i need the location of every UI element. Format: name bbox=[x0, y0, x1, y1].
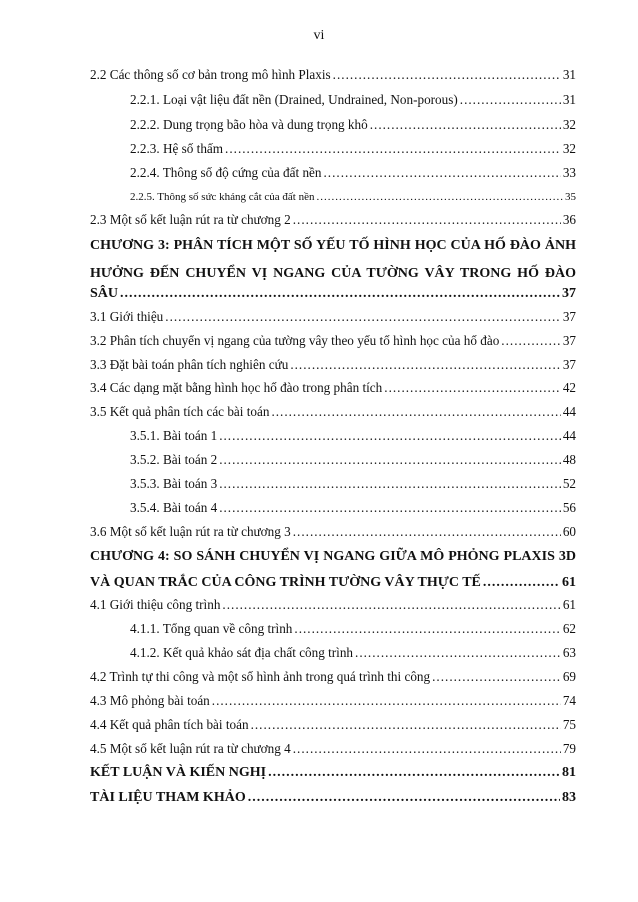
dot-leader bbox=[355, 642, 561, 664]
dot-leader bbox=[219, 449, 561, 471]
toc-entry[interactable] bbox=[130, 497, 576, 519]
dot-leader bbox=[293, 521, 561, 543]
toc-entry-conclusion[interactable] bbox=[90, 762, 576, 784]
toc-entry-title: 3.4 Các dạng mặt bằng hình học hố đào trong phân tích bbox=[90, 380, 383, 395]
toc-entry-page: 83 bbox=[562, 790, 576, 805]
toc-entry[interactable] bbox=[90, 666, 576, 688]
toc-entry[interactable] bbox=[130, 618, 576, 640]
toc-entry-page: 35 bbox=[565, 191, 576, 203]
toc-entry[interactable] bbox=[130, 186, 576, 208]
toc-entry[interactable] bbox=[90, 354, 576, 376]
toc-entry[interactable] bbox=[130, 642, 576, 664]
toc-entry-page: 61 bbox=[562, 597, 576, 612]
toc-entry-title: 2.2.4. Thông số độ cứng của đất nền bbox=[130, 165, 322, 180]
dot-leader bbox=[219, 425, 561, 447]
toc-entry-page: 56 bbox=[562, 500, 576, 515]
toc-entry-title: 3.2 Phân tích chuyển vị ngang của tường vây theo yếu tố hình học của hố đào bbox=[90, 333, 500, 348]
toc-entry[interactable] bbox=[130, 114, 576, 136]
toc-entry-title: 3.5.2. Bài toán 2 bbox=[130, 452, 218, 467]
toc-entry-page: 32 bbox=[562, 141, 576, 156]
toc-entry[interactable] bbox=[90, 64, 576, 86]
dot-leader bbox=[222, 594, 560, 616]
toc-entry[interactable] bbox=[130, 425, 576, 447]
toc-entry-title: 3.5.1. Bài toán 1 bbox=[130, 428, 218, 443]
toc-entry-references[interactable] bbox=[90, 787, 576, 809]
toc-entry-page: 37 bbox=[562, 333, 576, 348]
toc-entry-page: 79 bbox=[562, 741, 576, 756]
dot-leader bbox=[293, 209, 561, 231]
toc-entry-title: 4.1 Giới thiệu công trình bbox=[90, 597, 221, 612]
toc-entry[interactable] bbox=[130, 449, 576, 471]
toc-entry-title: 3.5.4. Bài toán 4 bbox=[130, 500, 218, 515]
toc-entry-page: 31 bbox=[562, 67, 576, 82]
toc-entry-title: 3.3 Đặt bài toán phân tích nghiên cứu bbox=[90, 357, 289, 372]
toc-entry[interactable] bbox=[90, 521, 576, 543]
dot-leader bbox=[219, 497, 561, 519]
toc-entry[interactable] bbox=[90, 714, 576, 736]
toc-entry-title: 3.5.3. Bài toán 3 bbox=[130, 476, 218, 491]
toc-entry-page: 69 bbox=[562, 669, 576, 684]
toc-entry-page: 62 bbox=[562, 621, 576, 636]
dot-leader bbox=[293, 738, 561, 760]
dot-leader bbox=[219, 473, 561, 495]
chapter-3-heading-line-1[interactable]: CHƯƠNG 3: PHÂN TÍCH MỘT SỐ YẾU TỐ HÌNH HỌC CỦA HỐ ĐÀO ẢNH bbox=[90, 238, 576, 253]
toc-entry-title: 4.2 Trình tự thi công và một số hình ảnh trong quá trình thi công bbox=[90, 669, 431, 684]
dot-leader bbox=[483, 572, 560, 594]
toc-entry-title: TÀI LIỆU THAM KHẢO bbox=[90, 790, 246, 805]
dot-leader bbox=[324, 162, 561, 184]
toc-entry[interactable] bbox=[130, 138, 576, 160]
toc-entry-page: 31 bbox=[562, 92, 576, 107]
toc-entry-page: 44 bbox=[562, 428, 576, 443]
toc-entry-page: 81 bbox=[562, 765, 576, 780]
toc-entry-page: 37 bbox=[562, 309, 576, 324]
dot-leader bbox=[225, 138, 561, 160]
dot-leader bbox=[271, 401, 560, 423]
toc-entry-page: 36 bbox=[562, 212, 576, 227]
page-number: vi bbox=[313, 28, 325, 43]
toc-entry[interactable] bbox=[90, 690, 576, 712]
toc-entry[interactable] bbox=[130, 162, 576, 184]
dot-leader bbox=[165, 306, 561, 328]
toc-entry-title: 3.6 Một số kết luận rút ra từ chương 3 bbox=[90, 524, 291, 539]
dot-leader bbox=[460, 89, 561, 111]
toc-entry-page: 44 bbox=[562, 404, 576, 419]
toc-entry-page: 37 bbox=[562, 357, 576, 372]
dot-leader bbox=[248, 787, 560, 809]
dot-leader bbox=[384, 377, 561, 399]
chapter-3-heading-line-3[interactable] bbox=[90, 283, 576, 305]
toc-entry-page: 74 bbox=[562, 693, 576, 708]
toc-entry-page: 48 bbox=[562, 452, 576, 467]
toc-entry-page: 61 bbox=[562, 575, 576, 590]
toc-entry-title: KẾT LUẬN VÀ KIẾN NGHỊ bbox=[90, 765, 267, 780]
toc-entry[interactable] bbox=[90, 306, 576, 328]
toc-entry-page: 63 bbox=[562, 645, 576, 660]
chapter-3-heading-line-2[interactable]: HƯỞNG ĐẾN CHUYỂN VỊ NGANG CỦA TƯỜNG VÂY TRONG HỐ ĐÀO bbox=[90, 266, 576, 281]
dot-leader bbox=[432, 666, 561, 688]
dot-leader bbox=[501, 330, 561, 352]
toc-entry-title: SÂU bbox=[90, 286, 119, 301]
dot-leader bbox=[251, 714, 561, 736]
toc-entry[interactable] bbox=[130, 473, 576, 495]
toc-entry[interactable] bbox=[90, 738, 576, 760]
toc-entry[interactable] bbox=[90, 377, 576, 399]
toc-entry-page: 52 bbox=[562, 476, 576, 491]
dot-leader bbox=[316, 186, 563, 208]
toc-entry[interactable] bbox=[90, 330, 576, 352]
toc-entry-title: VÀ QUAN TRẮC CỦA CÔNG TRÌNH TƯỜNG VÂY THỰC TẾ bbox=[90, 575, 481, 590]
toc-entry-title: 2.2 Các thông số cơ bản trong mô hình Plaxis bbox=[90, 67, 331, 82]
toc-entry[interactable] bbox=[130, 89, 576, 111]
toc-entry[interactable] bbox=[90, 401, 576, 423]
dot-leader bbox=[290, 354, 560, 376]
dot-leader bbox=[268, 762, 560, 784]
toc-entry-page: 60 bbox=[562, 524, 576, 539]
toc-entry-title: 4.5 Một số kết luận rút ra từ chương 4 bbox=[90, 741, 291, 756]
dot-leader bbox=[294, 618, 560, 640]
toc-entry-page: 32 bbox=[562, 117, 576, 132]
chapter-4-heading-line-1[interactable]: CHƯƠNG 4: SO SÁNH CHUYỂN VỊ NGANG GIỮA MÔ PHỎNG PLAXIS 3D bbox=[90, 549, 576, 564]
dot-leader bbox=[370, 114, 561, 136]
toc-entry[interactable] bbox=[90, 209, 576, 231]
toc-entry-page: 75 bbox=[562, 717, 576, 732]
toc-entry[interactable] bbox=[90, 594, 576, 616]
toc-entry-title: 3.1 Giới thiệu bbox=[90, 309, 164, 324]
dot-leader bbox=[212, 690, 561, 712]
toc-entry-title: 2.2.2. Dung trọng bão hòa và dung trọng khô bbox=[130, 117, 368, 132]
dot-leader bbox=[120, 283, 560, 305]
toc-entry-page: 42 bbox=[562, 380, 576, 395]
toc-entry-title: 4.3 Mô phỏng bài toán bbox=[90, 693, 210, 708]
toc-entry-title: 3.5 Kết quả phân tích các bài toán bbox=[90, 404, 270, 419]
toc-entry-title: 2.2.3. Hệ số thấm bbox=[130, 141, 224, 156]
chapter-4-heading-line-2[interactable] bbox=[90, 572, 576, 594]
toc-entry-title: 2.3 Một số kết luận rút ra từ chương 2 bbox=[90, 212, 291, 227]
toc-entry-page: 33 bbox=[562, 165, 576, 180]
toc-entry-page: 37 bbox=[562, 286, 576, 301]
toc-entry-title: 2.2.5. Thông số sức kháng cắt của đất nền bbox=[130, 191, 315, 203]
toc-entry-title: 4.1.1. Tổng quan về công trình bbox=[130, 621, 293, 636]
toc-entry-title: 2.2.1. Loại vật liệu đất nền (Drained, Undrained, Non-porous) bbox=[130, 92, 458, 107]
dot-leader bbox=[333, 64, 561, 86]
toc-entry-title: 4.4 Kết quả phân tích bài toán bbox=[90, 717, 249, 732]
toc-entry-title: 4.1.2. Kết quả khảo sát địa chất công trình bbox=[130, 645, 354, 660]
